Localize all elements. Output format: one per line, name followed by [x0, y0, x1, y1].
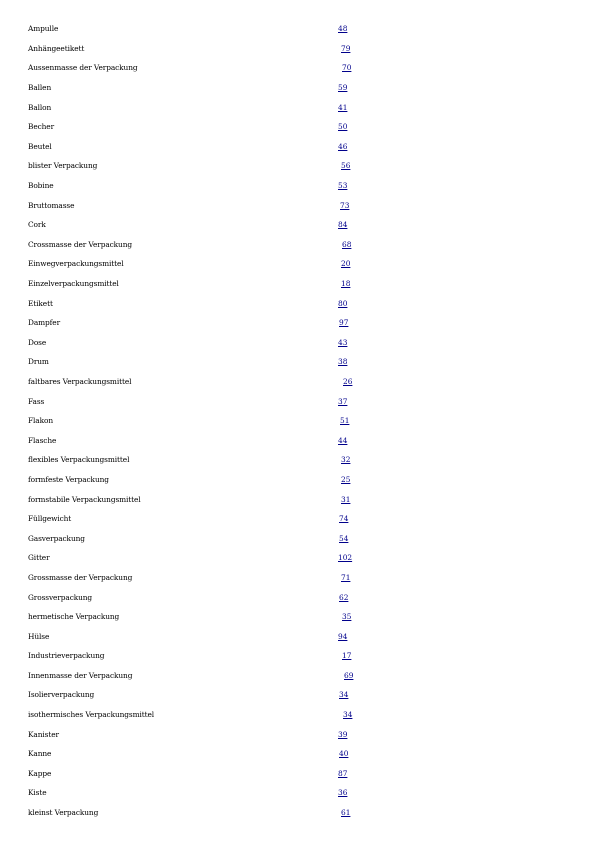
index-entry — [28, 646, 368, 666]
index-term: Bruttomasse — [28, 200, 75, 210]
index-term: Einzelverpackungsmittel — [28, 279, 119, 289]
index-term: Dose — [28, 337, 47, 347]
page-number-link[interactable]: 80 — [338, 298, 348, 308]
page-number-link[interactable]: 31 — [341, 494, 351, 504]
index-entry — [28, 666, 368, 686]
page-number-link[interactable]: 37 — [338, 396, 348, 406]
index-entry — [28, 274, 368, 294]
page-number-link[interactable]: 62 — [339, 592, 349, 602]
page-number-link[interactable]: 61 — [341, 808, 351, 818]
index-entry — [28, 117, 368, 137]
index-term: Becher — [28, 122, 55, 132]
page-number-link[interactable]: 35 — [342, 612, 352, 622]
index-term: Füllgewicht — [28, 514, 72, 524]
index-term: Industrieverpackung — [28, 651, 105, 661]
index-term: kleinst Verpackung — [28, 808, 99, 818]
index-entry — [28, 313, 368, 333]
index-entry — [28, 391, 368, 411]
page-number-link[interactable]: 69 — [344, 670, 354, 680]
index-entry — [28, 705, 368, 725]
index-term: Kanne — [28, 749, 52, 759]
index-term: Kappe — [28, 768, 52, 778]
index-term: faltbares Verpackungsmittel — [28, 376, 132, 386]
page-number-link[interactable]: 17 — [342, 651, 352, 661]
page-number-link[interactable]: 26 — [343, 376, 353, 386]
index-entry — [28, 333, 368, 353]
index-entry — [28, 626, 368, 646]
page-number-link[interactable]: 68 — [342, 239, 352, 249]
page-number-link[interactable]: 40 — [339, 749, 349, 759]
page-number-link[interactable]: 38 — [338, 357, 348, 367]
page-number-link[interactable]: 53 — [338, 181, 348, 191]
index-term: hermetische Verpackung — [28, 612, 120, 622]
page-number-link[interactable]: 34 — [343, 710, 353, 720]
page-number-link[interactable]: 48 — [338, 24, 348, 34]
page-number-link[interactable]: 74 — [339, 514, 349, 524]
index-entry — [28, 372, 368, 392]
index-entry — [28, 215, 368, 235]
page-number-link[interactable]: 18 — [341, 279, 351, 289]
page-number-link[interactable]: 20 — [341, 259, 351, 269]
page-number-link[interactable]: 59 — [338, 83, 348, 93]
index-term: Ballen — [28, 83, 52, 93]
index-term: Fass — [28, 396, 45, 406]
index-term: Flakon — [28, 416, 53, 426]
index-entry — [28, 235, 368, 255]
index-list — [28, 19, 368, 822]
page-number-link[interactable]: 73 — [340, 200, 350, 210]
page-number-link[interactable]: 71 — [341, 572, 351, 582]
index-term: Anhängeetikett — [28, 43, 85, 53]
index-term: isothermisches Verpackungsmittel — [28, 710, 155, 720]
index-term: Grossmasse der Verpackung — [28, 572, 133, 582]
index-term: blister Verpackung — [28, 161, 98, 171]
index-term: Einwegverpackungsmittel — [28, 259, 124, 269]
index-entry — [28, 195, 368, 215]
page-number-link[interactable]: 97 — [339, 318, 349, 328]
index-entry — [28, 509, 368, 529]
page-number-link[interactable]: 25 — [341, 474, 351, 484]
index-entry — [28, 39, 368, 59]
page-number-link[interactable]: 84 — [338, 220, 348, 230]
index-entry — [28, 587, 368, 607]
page-number-link[interactable]: 34 — [339, 690, 349, 700]
index-entry — [28, 176, 368, 196]
index-term: flexibles Verpackungsmittel — [28, 455, 130, 465]
index-entry — [28, 19, 368, 39]
page-number-link[interactable]: 32 — [341, 455, 351, 465]
index-entry — [28, 724, 368, 744]
index-term: Flasche — [28, 435, 57, 445]
index-term: Kanister — [28, 729, 59, 739]
page-number-link[interactable]: 50 — [338, 122, 348, 132]
index-term: Etikett — [28, 298, 53, 308]
index-entry — [28, 352, 368, 372]
index-entry — [28, 156, 368, 176]
index-term: Gitter — [28, 553, 50, 563]
index-entry — [28, 489, 368, 509]
index-entry — [28, 607, 368, 627]
index-entry — [28, 58, 368, 78]
page-number-link[interactable]: 70 — [342, 63, 352, 73]
index-entry — [28, 764, 368, 784]
index-entry — [28, 803, 368, 823]
page-number-link[interactable]: 79 — [341, 43, 351, 53]
index-term: Kiste — [28, 788, 47, 798]
index-term: Aussenmasse der Verpackung — [28, 63, 138, 73]
page-number-link[interactable]: 51 — [340, 416, 350, 426]
index-entry — [28, 685, 368, 705]
page-number-link[interactable]: 94 — [338, 631, 348, 641]
index-term: Isolierverpackung — [28, 690, 95, 700]
index-entry — [28, 97, 368, 117]
page-number-link[interactable]: 102 — [338, 553, 353, 563]
page-number-link[interactable]: 87 — [338, 768, 348, 778]
index-term: Cork — [28, 220, 46, 230]
index-entry — [28, 470, 368, 490]
index-entry — [28, 293, 368, 313]
page-number-link[interactable]: 41 — [338, 102, 348, 112]
index-entry — [28, 783, 368, 803]
index-entry — [28, 254, 368, 274]
page-number-link[interactable]: 56 — [341, 161, 351, 171]
page-number-link[interactable]: 54 — [339, 533, 349, 543]
page-number-link[interactable]: 46 — [338, 141, 348, 151]
index-term: Grossverpackung — [28, 592, 93, 602]
index-term: formfeste Verpackung — [28, 474, 109, 484]
page-number-link[interactable]: 36 — [338, 788, 348, 798]
index-entry — [28, 78, 368, 98]
index-term: Gasverpackung — [28, 533, 85, 543]
index-term: Dampfer — [28, 318, 61, 328]
index-entry — [28, 430, 368, 450]
index-entry — [28, 450, 368, 470]
index-term: Crossmasse der Verpackung — [28, 239, 133, 249]
index-term: Ballon — [28, 102, 52, 112]
page-number-link[interactable]: 43 — [338, 337, 348, 347]
index-entry — [28, 137, 368, 157]
index-term: Bobine — [28, 181, 54, 191]
index-term: Drum — [28, 357, 49, 367]
index-entry — [28, 568, 368, 588]
index-term: Ampulle — [28, 24, 59, 34]
page-number-link[interactable]: 39 — [338, 729, 348, 739]
page-number-link[interactable]: 44 — [338, 435, 348, 445]
index-entry — [28, 528, 368, 548]
index-term: Innenmasse der Verpackung — [28, 670, 133, 680]
index-term: formstabile Verpackungsmittel — [28, 494, 141, 504]
index-entry — [28, 411, 368, 431]
index-term: Beutel — [28, 141, 52, 151]
index-entry — [28, 548, 368, 568]
index-term: Hülse — [28, 631, 50, 641]
index-entry — [28, 744, 368, 764]
